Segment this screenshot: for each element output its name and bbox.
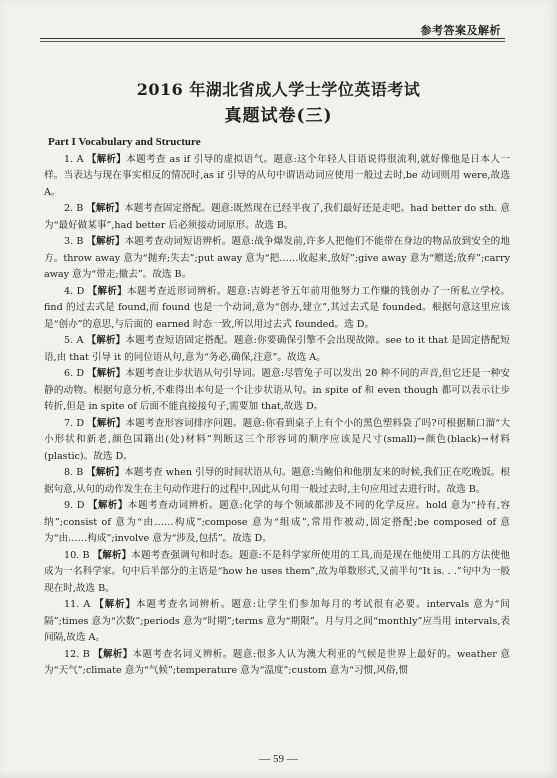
- answer-item: [44, 597, 510, 647]
- answer-number: 6. D: [64, 368, 85, 379]
- answer-number: 1. A: [64, 153, 84, 165]
- answer-text: 本题考查名词辨析。题意:让学生们参加每月的考试很有必要。intervals 意为“间隔”;times 意为“次数”;periods 意为“时期”;terms 意为“期限”。月与月之间“monthly”应当用 intervals,表间隔,故选 A。: [44, 599, 510, 643]
- answer-item: [44, 416, 510, 466]
- answer-text: 本题考查名词义辨析。题意:很多人认为澳大利亚的气候是世界上最好的。weather 意为“天气”;climate 意为“气候”;temperature 意为“温度”;custom 意为“习惯,风俗,惯: [44, 648, 510, 676]
- answer-number: 5. A: [64, 335, 84, 346]
- answer-number: 10. B: [64, 549, 90, 561]
- exam-subtitle: 真题试卷(三): [224, 106, 333, 126]
- answer-number: 2. B: [64, 203, 84, 214]
- answer-text: 本题考查让步状语从句引导词。题意:尽管兔子可以发出 20 种不同的声音,但它还是一种安静的动物。根据句意分析,不难得出本句是一个让步状语从句。in spite of 和 even though 都可以表示让步转折,但是 in spite of 后面不能直接接句子,需要加 that,故选 D。: [44, 368, 510, 412]
- answer-item: [44, 234, 510, 284]
- answer-item: [44, 201, 510, 234]
- answer-number: 4. D: [64, 285, 85, 297]
- header-rule: [40, 38, 505, 39]
- answer-text: 本题考查动词短语辨析。题意:战争爆发前,许多人把他们不能带在身边的物品放到安全的地方。throw away 意为“抛弃;失去”;put away 意为“把……收起来,放好”;give away 意为“赠送;放弃”;carry away 意为“带走;撤去”。故选 B。: [44, 236, 510, 280]
- answer-text: 本题考查近形词辨析。题意:吉姆老爷五年前用他努力工作赚的钱创办了一所私立学校。find 的过去式是 found,而 found 也是一个动词,意为“创办,建立”,其过去式是 founded。根据句意这里应该是“创办”的意思,与后面的 earned 时态一致,所以用过去式 founded。选 D。: [44, 285, 510, 330]
- answer-item: [44, 465, 510, 498]
- analysis-tag: 【解析】: [86, 153, 127, 165]
- answer-text: 本题考查强调句和时态。题意:不是科学家所使用的工具,而是现在他使用工具的方法使他成为一名科学家。句中后半部分的主语是“how he uses them”,故为单数形式,又前半句“It is. . .”句中为一般现在时,故选 B。: [44, 549, 510, 594]
- answer-text: 本题考查动词辨析。题意:化学的每个领域都涉及不同的化学反应。hold 意为“持有,容纳”;consist of 意为“由……构成”;compose 意为“组成”,常用作被动,固定搭配;be composed of 意为“由……构成”;involve 意为“涉及,包括”。故选 D。: [44, 500, 510, 544]
- answer-number: 12. B: [64, 648, 90, 660]
- exam-title: 2016 年湖北省成人学士学位英语考试: [136, 80, 421, 99]
- section-heading: Part I Vocabulary and Structure: [48, 136, 201, 148]
- analysis-tag: 【解析】: [87, 368, 126, 379]
- answer-item: [44, 284, 510, 334]
- analysis-tag: 【解析】: [86, 335, 126, 346]
- answer-item: [44, 647, 510, 680]
- answer-item: [44, 498, 510, 548]
- answer-item: [44, 152, 510, 202]
- header-rule-thin: [40, 41, 505, 42]
- answer-item: [44, 333, 510, 366]
- answer-number: 11. A: [64, 599, 91, 610]
- answer-item: [44, 548, 510, 598]
- answer-text: 本题考查形容词排序问题。题意:你看到桌子上有个小的黑色塑料袋了吗?可根据顺口溜“大小形状和新老,颜色国籍出(处)材料”判断这三个形容词的顺序应该是尺寸(small)→颜色(black)→材料(plastic)。故选 D。: [44, 417, 510, 462]
- answer-content: [44, 134, 510, 680]
- answer-item: [44, 366, 510, 416]
- analysis-tag: 【解析】: [88, 500, 128, 511]
- answer-text: 本题考查 as if 引导的虚拟语气。题意:这个年轻人目语说得很流利,就好像他是日本人一样。当表达与现在事实相反的情况时,as if 引导的从句中谓语动词应使用一般过去时,be 动词则用 were,故选 A。: [44, 153, 510, 198]
- running-head: 参考答案及解析: [420, 24, 501, 37]
- analysis-tag: 【解析】: [86, 236, 125, 247]
- analysis-tag: 【解析】: [87, 417, 126, 429]
- analysis-tag: 【解析】: [87, 285, 127, 297]
- analysis-tag: 【解析】: [93, 648, 133, 660]
- answer-number: 3. B: [64, 236, 84, 247]
- analysis-tag: 【解析】: [92, 549, 132, 561]
- page-number: — 59 —: [259, 753, 298, 765]
- answer-text: 本题考查固定搭配。题意:既然现在已经半夜了,我们最好还是走吧。had better do sth. 意为“最好做某事”,had better 后必须接动词原形。故选 B。: [44, 203, 510, 231]
- answer-number: 9. D: [64, 500, 85, 511]
- answer-number: 8. B: [64, 467, 84, 478]
- answer-text: 本题考查短语固定搭配。题意:你要确保引擎不会出现故障。see to it that 是固定搭配短语,由 that 引导 it 的同位语从句,意为“务必,确保,注意”。故选 A。: [44, 335, 510, 363]
- analysis-tag: 【解析】: [94, 599, 136, 610]
- answer-number: 7. D: [64, 417, 85, 429]
- answer-list: [44, 152, 510, 680]
- analysis-tag: 【解析】: [86, 467, 125, 478]
- analysis-tag: 【解析】: [86, 203, 125, 214]
- answer-text: 本题考查 when 引导的时间状语从句。题意:当鲍伯和他朋友来的时候,我们正在吃晚饭。根据句意,从句的动作发生在主句动作进行的过程中,因此从句用一般过去时,主句应用过去进行时。故选 B。: [44, 467, 510, 495]
